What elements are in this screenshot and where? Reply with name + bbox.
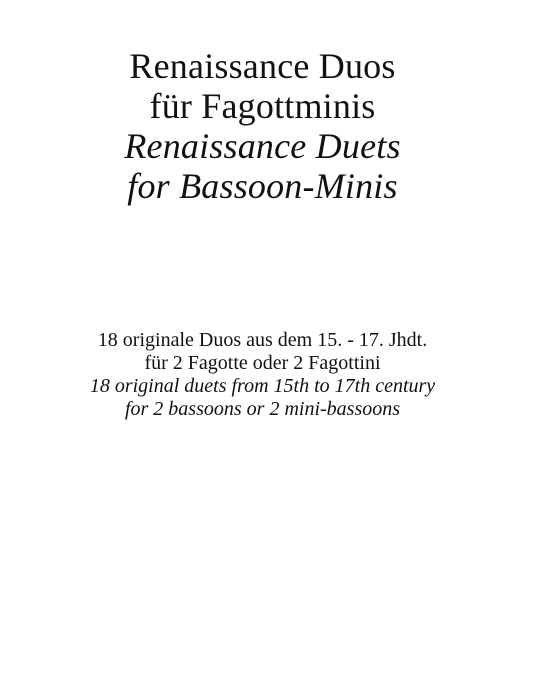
- title-block: [0, 46, 525, 206]
- title-german-line-1: Renaissance Duos: [129, 46, 396, 86]
- title-german-line-2: für Fagottminis: [149, 86, 376, 126]
- title-english-line-1: Renaissance Duets: [124, 126, 401, 166]
- subtitle-english-line-2: for 2 bassoons or 2 mini-bassoons: [124, 398, 401, 420]
- title-english-line-2: for Bassoon-Minis: [127, 166, 398, 206]
- subtitle-block: [0, 329, 525, 421]
- subtitle-german-line-2: für 2 Fagotte oder 2 Fagottini: [144, 352, 381, 374]
- subtitle-english-line-1: 18 original duets from 15th to 17th century: [89, 375, 436, 397]
- subtitle-german-line-1: 18 originale Duos aus dem 15. - 17. Jhdt.: [97, 329, 428, 351]
